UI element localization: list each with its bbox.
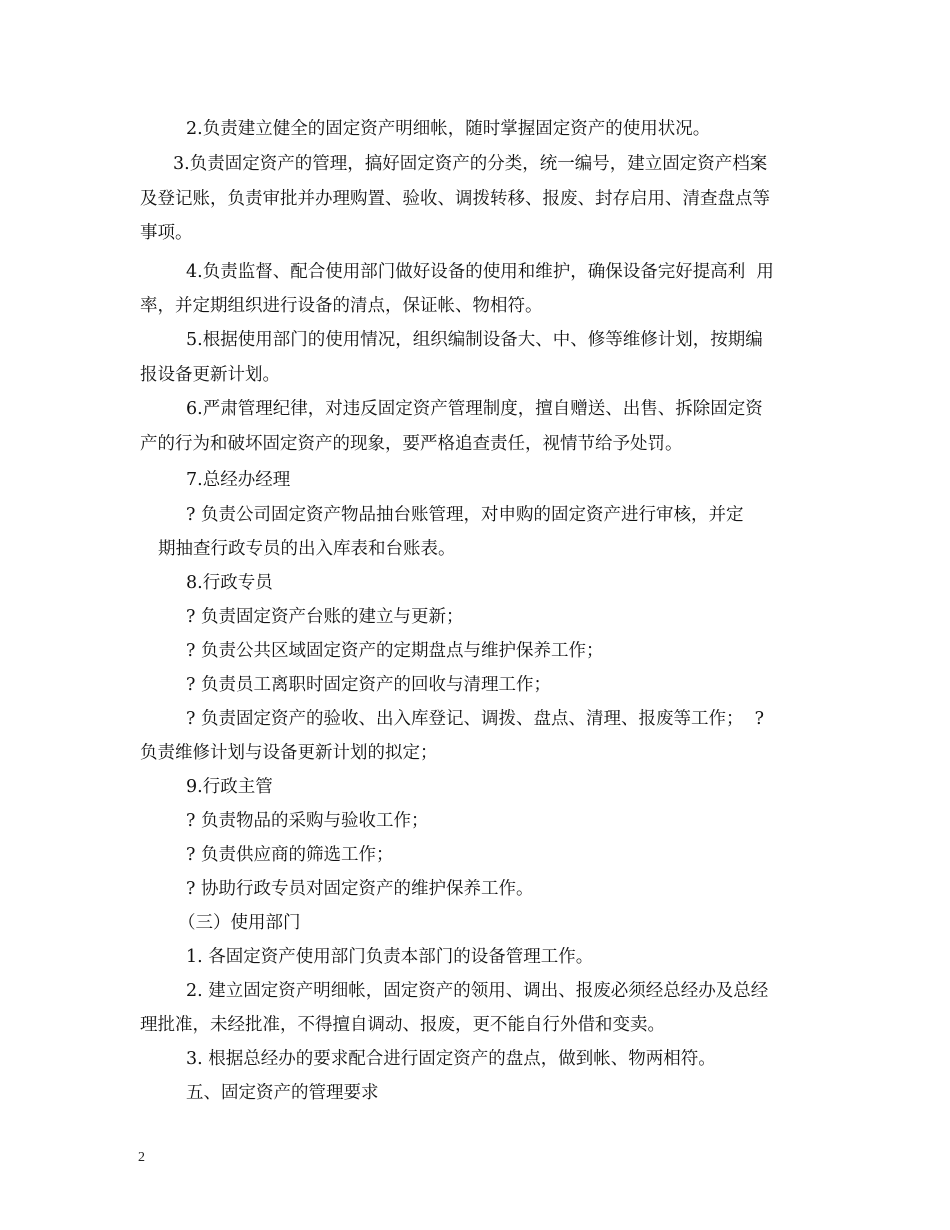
section-heading: 9.行政主管 — [186, 777, 273, 797]
text-line: 1. 各固定资产使用部门负责本部门的设备管理工作。 — [186, 947, 594, 967]
bullet-item: ? 负责固定资产台账的建立与更新； — [186, 607, 464, 627]
text-line: 报设备更新计划。 — [140, 365, 280, 385]
bullet-item: ? 负责物品的采购与验收工作； — [186, 811, 429, 831]
text-line: 6.严肃管理纪律，对违反固定资产管理制度，擅自赠送、出售、拆除固定资 — [186, 399, 763, 419]
section-heading: 7.总经办经理 — [186, 470, 291, 490]
text-line: 5.根据使用部门的使用情况，组织编制设备大、中、修等维修计划，按期编 — [186, 330, 763, 350]
text-line: 理批准，未经批准，不得擅自调动、报废，更不能自行外借和变卖。 — [140, 1015, 665, 1035]
section-heading: （三）使用部门 — [178, 913, 301, 933]
text-line: 4.负责监督、配合使用部门做好设备的使用和维护，确保设备完好提高利 用 — [186, 262, 774, 282]
bullet-item: ? 负责固定资产的验收、出入库登记、调拨、盘点、清理、报废等工作； ? — [186, 709, 764, 729]
bullet-item: ? 负责公司固定资产物品抽台账管理，对申购的固定资产进行审核，并定 — [186, 505, 744, 525]
text-line: 率，并定期组织进行设备的清点，保证帐、物相符。 — [140, 296, 543, 316]
section-heading: 8.行政专员 — [186, 573, 273, 593]
text-line: 期抽查行政专员的出入库表和台账表。 — [158, 539, 456, 559]
page-number: 2 — [138, 1150, 145, 1165]
text-line: 事项。 — [140, 223, 193, 243]
text-line: 3. 根据总经办的要求配合进行固定资产的盘点，做到帐、物两相符。 — [186, 1049, 716, 1069]
text-line: 及登记账，负责审批并办理购置、验收、调拨转移、报废、封存启用、清查盘点等 — [140, 189, 770, 209]
text-line: 负责维修计划与设备更新计划的拟定； — [140, 743, 438, 763]
bullet-item: ? 负责供应商的筛选工作； — [186, 845, 394, 865]
text-line: 2.负责建立健全的固定资产明细帐，随时掌握固定资产的使用状况。 — [186, 119, 711, 139]
bullet-item: ? 负责员工离职时固定资产的回收与清理工作； — [186, 675, 551, 695]
bullet-item: ? 负责公共区域固定资产的定期盘点与维护保养工作； — [186, 641, 604, 661]
section-heading: 五、固定资产的管理要求 — [186, 1083, 379, 1103]
text-line: 2. 建立固定资产明细帐，固定资产的领用、调出、报废必须经总经办及总经 — [186, 981, 769, 1001]
text-line: 3.负责固定资产的管理，搞好固定资产的分类，统一编号，建立固定资产档案 — [173, 154, 768, 174]
bullet-item: ? 协助行政专员对固定资产的维护保养工作。 — [186, 879, 534, 899]
text-line: 产的行为和破坏固定资产的现象，要严格追查责任，视情节给予处罚。 — [140, 434, 683, 454]
